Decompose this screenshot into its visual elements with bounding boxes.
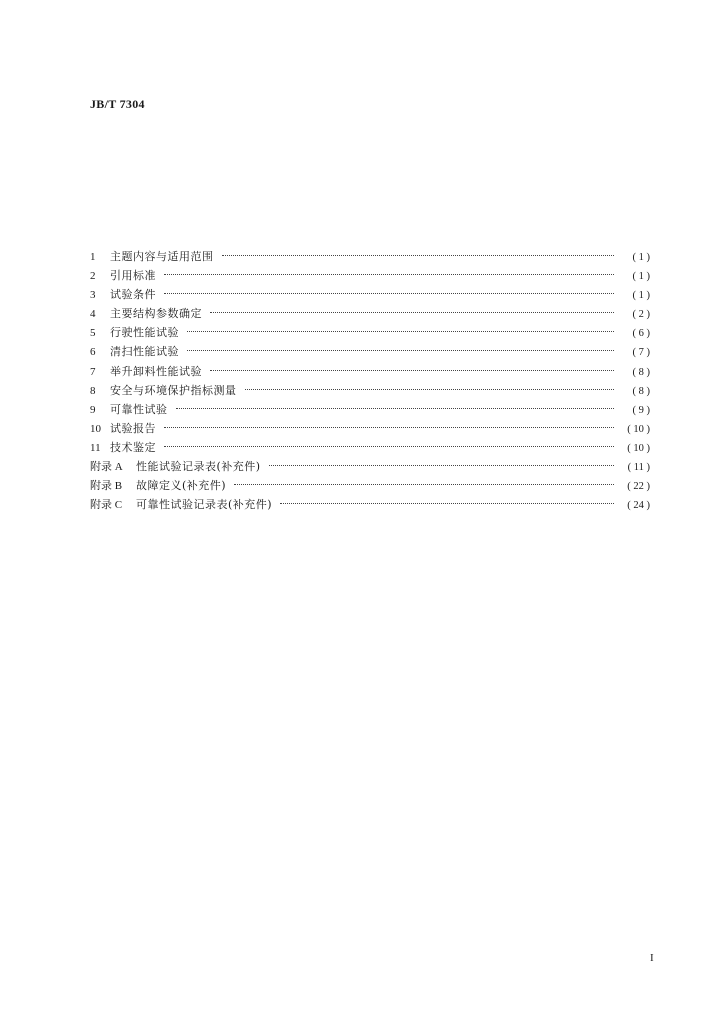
toc-title: 清扫性能试验 xyxy=(110,345,179,359)
toc-page: ( 8 ) xyxy=(632,366,650,378)
toc-number: 11 xyxy=(90,441,101,454)
toc-number: 7 xyxy=(90,365,96,378)
toc-title: 试验报告 xyxy=(110,421,156,435)
toc-title: 行驶性能试验 xyxy=(110,326,179,340)
toc-number: 3 xyxy=(90,289,96,302)
toc-page: ( 1 ) xyxy=(632,271,650,283)
toc-leader xyxy=(176,408,615,409)
toc-page: ( 6 ) xyxy=(632,328,650,340)
toc-entry[interactable] xyxy=(90,438,650,457)
toc-title: 可靠性试验记录表(补充件) xyxy=(136,498,273,512)
toc-number: 4 xyxy=(90,308,96,321)
toc-title: 举升卸料性能试验 xyxy=(110,364,202,378)
toc-leader xyxy=(187,350,614,351)
toc-page: ( 9 ) xyxy=(632,404,650,416)
toc-page: ( 22 ) xyxy=(627,481,650,493)
toc-number: 10 xyxy=(90,422,101,435)
toc-title: 故障定义(补充件) xyxy=(136,479,227,493)
toc-page: ( 8 ) xyxy=(632,385,650,397)
toc-entry[interactable] xyxy=(90,495,650,514)
toc-entry[interactable] xyxy=(90,323,650,342)
toc-page: ( 2 ) xyxy=(632,309,650,321)
toc-entry[interactable] xyxy=(90,419,650,438)
toc-title: 试验条件 xyxy=(110,288,156,302)
toc-page: ( 24 ) xyxy=(627,500,650,512)
toc-leader xyxy=(164,446,614,447)
toc-entry[interactable] xyxy=(90,381,650,400)
toc-entry[interactable] xyxy=(90,285,650,304)
toc-entry[interactable] xyxy=(90,247,650,266)
toc-leader xyxy=(210,312,614,313)
document-code: JB/T 7304 xyxy=(90,97,145,111)
toc-number: 附录 B xyxy=(90,480,123,493)
toc-entry[interactable] xyxy=(90,400,650,419)
toc-entry[interactable] xyxy=(90,362,650,381)
toc-number: 8 xyxy=(90,384,96,397)
toc-entry[interactable] xyxy=(90,457,650,476)
toc-number: 附录 A xyxy=(90,461,123,474)
toc-number: 2 xyxy=(90,270,96,283)
toc-entry[interactable] xyxy=(90,304,650,323)
toc-leader xyxy=(164,427,614,428)
toc-number: 6 xyxy=(90,346,96,359)
toc-title: 引用标准 xyxy=(110,269,156,283)
table-of-contents xyxy=(90,247,650,514)
toc-leader xyxy=(222,255,615,256)
toc-entry[interactable] xyxy=(90,266,650,285)
toc-leader xyxy=(187,331,614,332)
toc-leader xyxy=(234,484,614,485)
toc-entry[interactable] xyxy=(90,342,650,361)
toc-page: ( 11 ) xyxy=(627,462,650,474)
toc-title: 安全与环境保护指标测量 xyxy=(110,383,237,397)
toc-leader xyxy=(164,274,614,275)
toc-leader xyxy=(210,370,614,371)
toc-page: ( 1 ) xyxy=(632,252,650,263)
toc-title: 性能试验记录表(补充件) xyxy=(136,460,261,474)
toc-page: ( 7 ) xyxy=(632,347,650,359)
toc-page: ( 10 ) xyxy=(627,442,650,454)
toc-number: 附录 C xyxy=(90,499,123,512)
toc-title: 可靠性试验 xyxy=(110,402,168,416)
toc-leader xyxy=(164,293,614,294)
toc-entry[interactable] xyxy=(90,476,650,495)
toc-title: 技术鉴定 xyxy=(110,440,156,454)
toc-leader xyxy=(245,389,615,390)
toc-title: 主题内容与适用范围 xyxy=(110,250,214,263)
toc-number: 9 xyxy=(90,403,96,416)
page-number: I xyxy=(650,952,654,964)
toc-leader xyxy=(280,503,614,504)
toc-page: ( 1 ) xyxy=(632,290,650,302)
toc-number: 5 xyxy=(90,327,96,340)
toc-number: 1 xyxy=(90,251,96,263)
toc-page: ( 10 ) xyxy=(627,423,650,435)
toc-title: 主要结构参数确定 xyxy=(110,307,202,321)
toc-leader xyxy=(269,465,614,466)
